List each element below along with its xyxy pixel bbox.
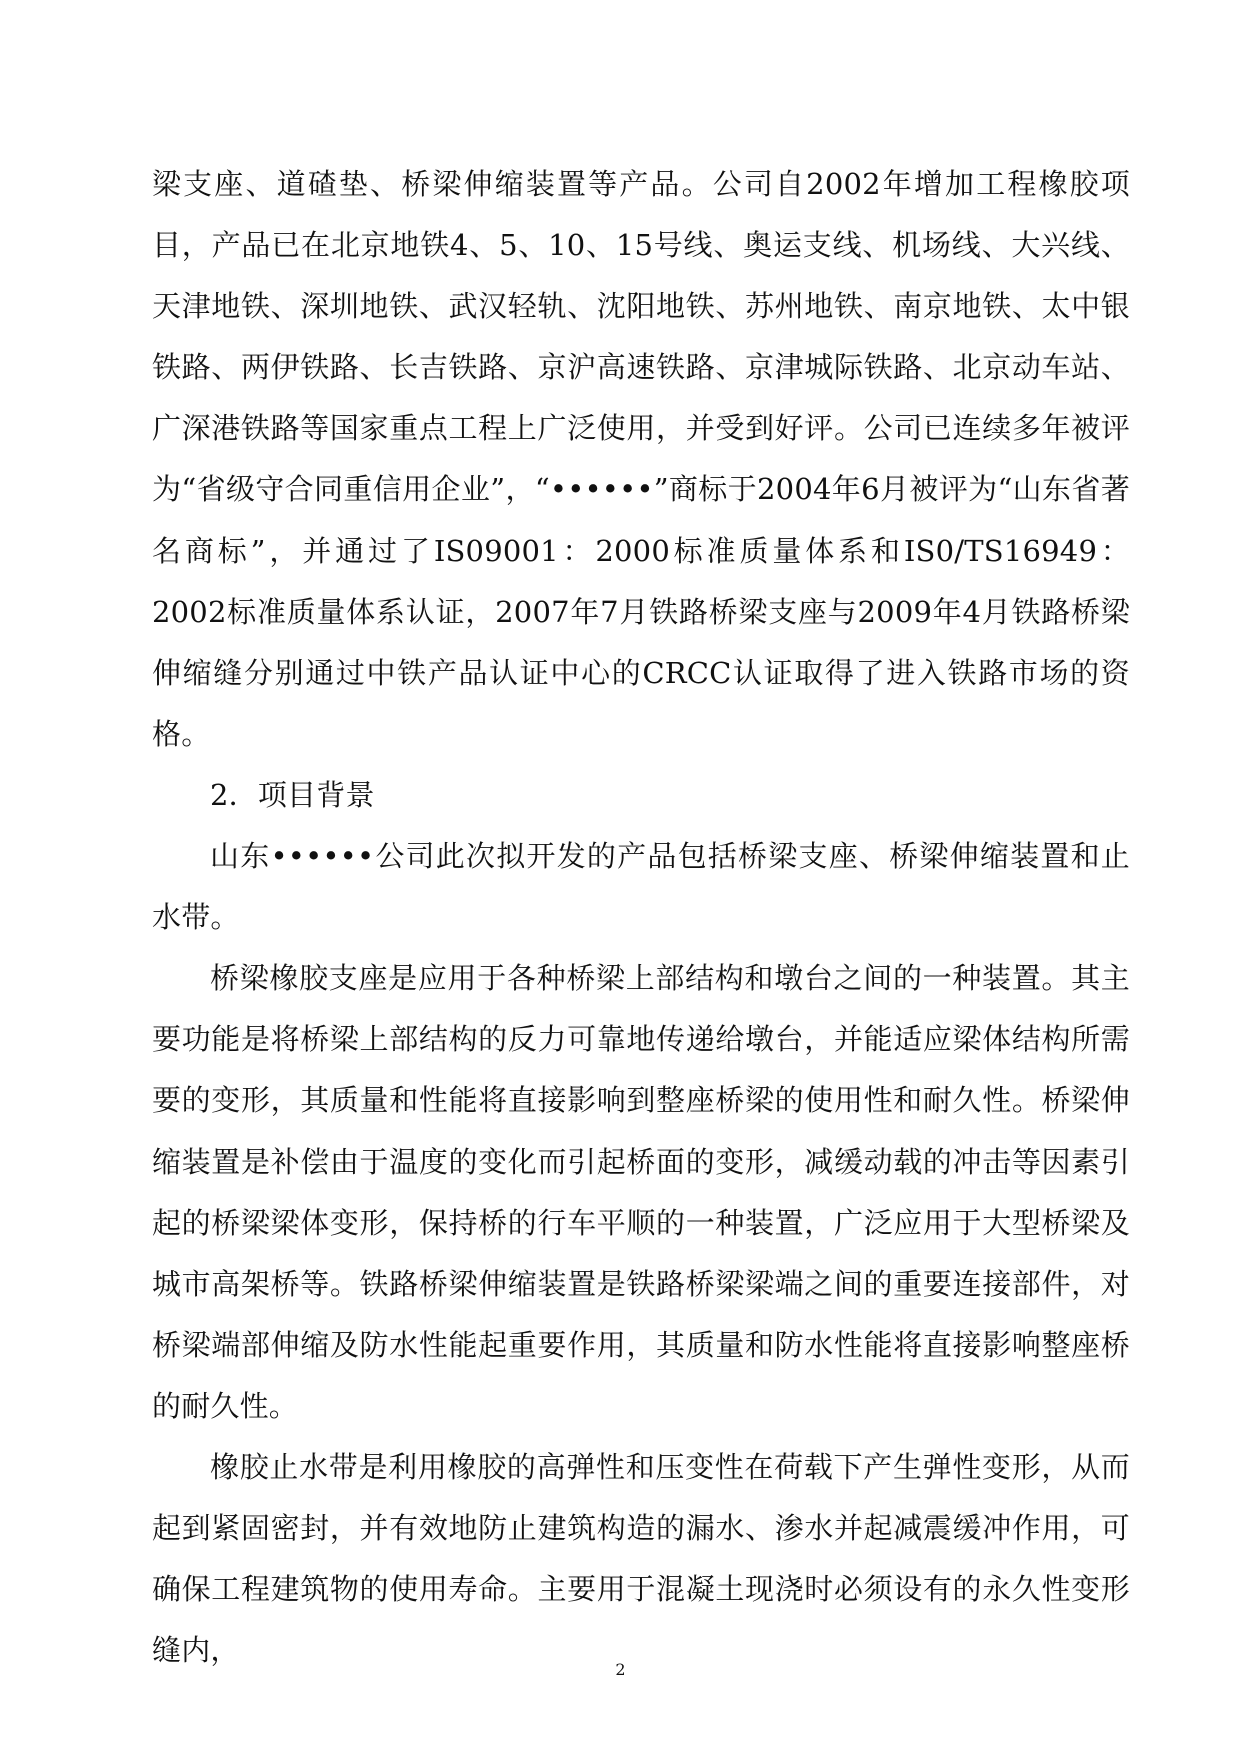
paragraph-products: 山东••••••公司此次拟开发的产品包括桥梁支座、桥梁伸缩装置和止水带。: [152, 839, 1130, 935]
paragraph-waterstop: 橡胶止水带是利用橡胶的高弹性和压变性在荷载下产生弹性变形，从而起到紧固密封，并有效地防止建筑构造的漏水、渗水并起减震缓冲作用，可确保工程建筑物的使用寿命。主要用于混凝土现浇时必须设有的永久性变形缝内，: [152, 1449, 1130, 1668]
paragraph-bridge-bearings: 桥梁橡胶支座是应用于各种桥梁上部结构和墩台之间的一种装置。其主要功能是将桥梁上部结构的反力可靠地传递给墩台，并能适应梁体结构所需要的变形，其质量和性能将直接影响到整座桥梁的使用性和耐久性。桥梁伸缩装置是补偿由于温度的变化而引起桥面的变形，减缓动载的冲击等因素引起的桥梁梁体变形，保持桥的行车平顺的一种装置，广泛应用于大型桥梁及城市高架桥等。铁路桥梁伸缩装置是铁路桥梁梁端之间的重要连接部件，对桥梁端部伸缩及防水性能起重要作用，其质量和防水性能将直接影响整座桥的耐久性。: [152, 961, 1130, 1423]
paragraph-company-profile: 梁支座、道碴垫、桥梁伸缩装置等产品。公司自2002年增加工程橡胶项目，产品已在北京地铁4、5、10、15号线、奥运支线、机场线、大兴线、天津地铁、深圳地铁、武汉轻轨、沈阳地铁、苏州地铁、南京地铁、太中银铁路、两伊铁路、长吉铁路、京沪高速铁路、京津城际铁路、北京动车站、广深港铁路等国家重点工程上广泛使用，并受到好评。公司已连续多年被评为“省级守合同重信用企业”，“••••••”商标于2004年6月被评为“山东省著名商标”，并通过了IS09001：2000标准质量体系和IS0/TS16949：2002标准质量体系认证，2007年7月铁路桥梁支座与2009年4月铁路桥梁伸缩缝分别通过中铁产品认证中心的CRCC认证取得了进入铁路市场的资格。: [152, 167, 1130, 751]
section-heading-project-background: 2．项目背景: [210, 777, 375, 812]
body-text: [152, 154, 1130, 1681]
page-number: 2: [615, 1660, 626, 1679]
